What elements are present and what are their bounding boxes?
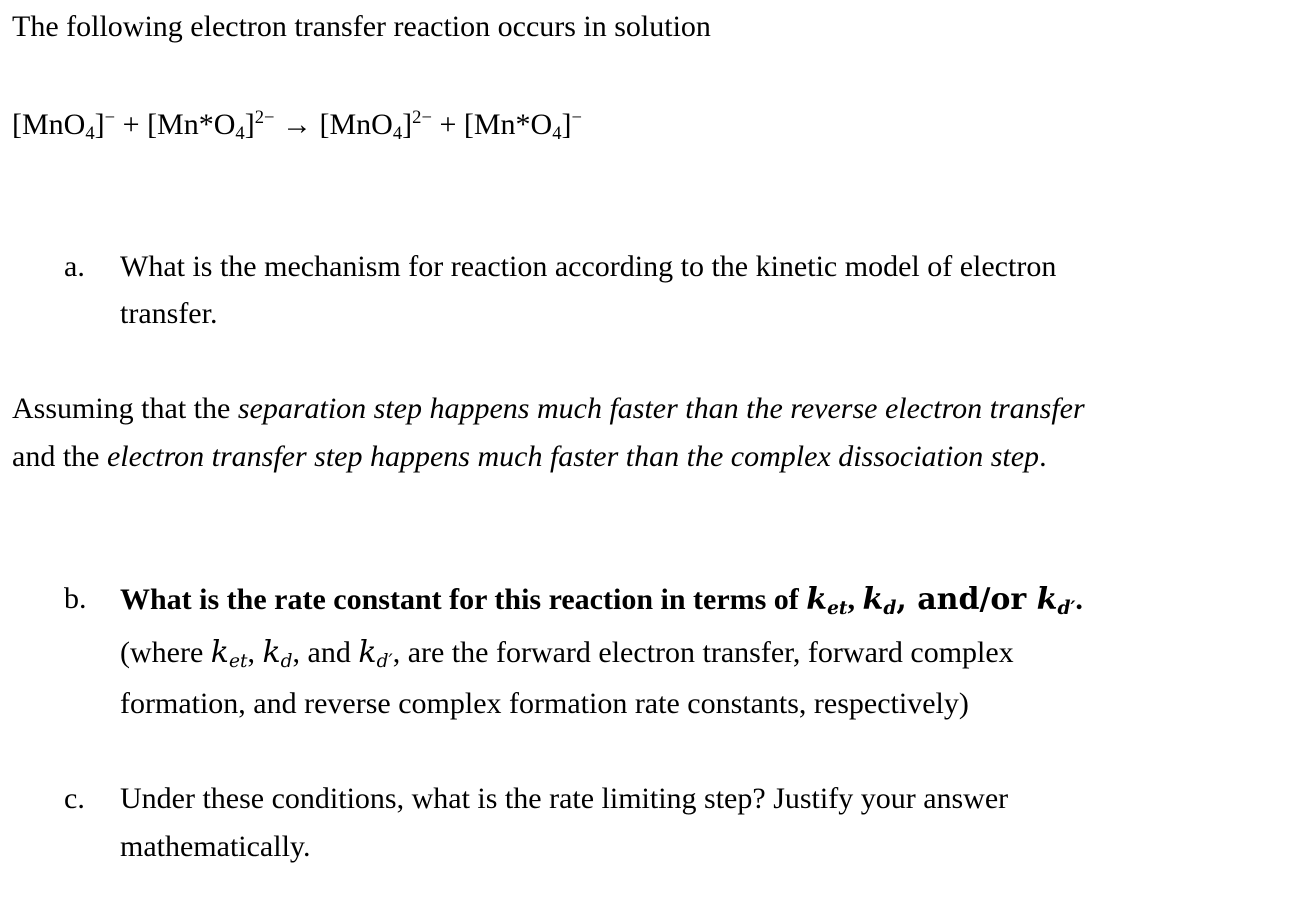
product-2: $[Mn*O_4]^-$ — [463, 106, 582, 145]
assumption-line-1: Assuming that the separation step happens much faster than the reverse electron transfer — [12, 392, 1085, 425]
intro-text: The following electron transfer reaction occurs in solution — [12, 10, 711, 43]
reactant-2: $[Mn*O_4]^{2-}$ — [147, 106, 275, 145]
question-b-letter: b. — [64, 582, 87, 615]
plus-sign: + — [431, 108, 464, 141]
reactant-1: [MnO$_4$]− — [12, 106, 116, 145]
question-c-text-cont: mathematically. — [120, 830, 311, 863]
question-b-text: What is the rate constant for this reaction in terms of ket, kd, and/or kd′. — [120, 582, 1083, 620]
question-b-definitions-cont: formation, and reverse complex formation rate constants, respectively) — [120, 687, 969, 720]
product-1: $[MnO_4]^{2-}$ — [319, 106, 432, 145]
question-a-letter: a. — [64, 250, 85, 283]
k-dprime-symbol: kd′ — [1036, 582, 1076, 620]
reaction-equation — [12, 106, 582, 145]
k-et-symbol: ket — [806, 582, 848, 620]
question-b-definitions: (where ket, kd, and kd′, are the forward electron transfer, forward complex — [120, 635, 1014, 673]
plus-sign: + — [115, 108, 148, 141]
question-a-text-cont: transfer. — [120, 297, 218, 330]
assumption-line-2: and the electron transfer step happens much faster than the complex dissociation step. — [12, 440, 1047, 473]
question-a-text: What is the mechanism for reaction according to the kinetic model of electron — [120, 250, 1057, 283]
k-d-symbol: kd — [862, 582, 897, 620]
reaction-arrow: → — [274, 108, 320, 141]
question-c-letter: c. — [64, 782, 85, 815]
question-c-text: Under these conditions, what is the rate limiting step? Justify your answer — [120, 782, 1009, 815]
